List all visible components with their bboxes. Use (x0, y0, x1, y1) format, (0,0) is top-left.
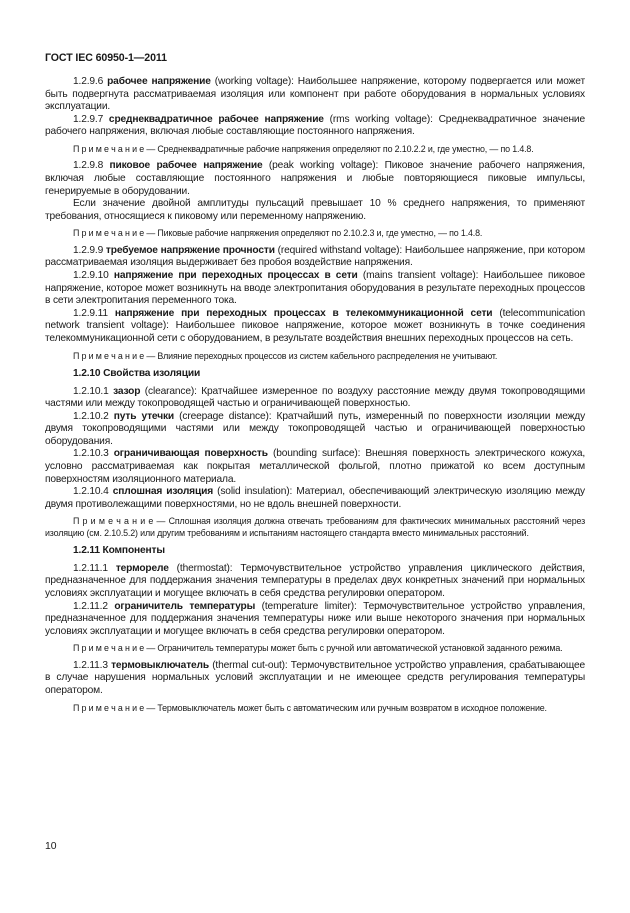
note-1-2-9-7: П р и м е ч а н и е — Среднеквадратичные рабочие напряжения определяют по 2.10.2.2 и, где уместно, — по 1.4.8. (73, 143, 534, 154)
clause-1-2-10-3: 1.2.10.3 ограничивающая поверхность (bounding surface): Внешняя поверхность электрического кожуха, условно рассматриваемая как покрытая металлической фольгой, плотно прижатой ко всем доступным поверхностям изоляционного материала. (45, 448, 586, 485)
note-1-2-10-4: П р и м е ч а н и е — Сплошная изоляция должна отвечать требованиям для фактических минимальных расстояний через изоляцию (см. 2.10.5.2) или другим требованиям и испытаниям настоящего стандарта вместо минимальных расстояний. (45, 516, 585, 538)
clause-1-2-9-8: 1.2.9.8 пиковое рабочее напряжение (peak working voltage): Пиковое значение рабочего напряжения, включая любые составляющие постоянного напряжения и любые повторяющиеся пиковые импульсы, генерируемые в оборудовании. (45, 160, 585, 197)
page-number: 10 (45, 841, 57, 852)
section-heading-1-2-10: 1.2.10 Свойства изоляции (73, 367, 201, 379)
note-1-2-9-11: П р и м е ч а н и е — Влияние переходных процессов из систем кабельного распределения не учитывают. (73, 350, 498, 361)
clause-1-2-11-3: 1.2.11.3 термовыключатель (thermal cut-out): Термочувствительное устройство управления, срабатывающее в случае нарушения нормальных условий эксплуатации и не имеющее средств регулирования температуры оператором. (45, 659, 585, 696)
clause-1-2-11-1: 1.2.11.1 термореле (thermostat): Термочувствительное устройство управления циклического действия, предназначенное для поддержания значения температуры в пределах двух конкретных значений при нормальных условиях эксплуатации и могущее включать в себя средства регулировки оператором. (45, 562, 585, 600)
note-1-2-11-2: П р и м е ч а н и е — Ограничитель температуры может быть с ручной или автоматической установкой заданного режима. (73, 643, 563, 654)
note-label: П р и м е ч а н и е (73, 702, 145, 713)
clause-1-2-10-4: 1.2.10.4 сплошная изоляция (solid insulation): Материал, обеспечивающий электрическую изоляцию между двумя противолежащими поверхностями, но не вдоль внешней поверхности. (45, 486, 586, 510)
clause-1-2-10-1: 1.2.10.1 зазор (clearance): Кратчайшее измеренное по воздуху расстояние между двумя токопроводящими частями или между токопроводящей частью и ограничивающей поверхностью. (45, 385, 585, 410)
clause-1-2-9-8-continuation: Если значение двойной амплитуды пульсаций превышает 10 % среднего напряжения, то применяют требования, относящиеся к пиковому или переменному напряжению. (45, 198, 585, 222)
clause-1-2-9-10: 1.2.9.10 напряжение при переходных процессах в сети (mains transient voltage): Наибольшее пиковое напряжение, которое может возникнуть на вводе электропитания оборудования в результате переходных процессов в сети электропитания переменного тока. (45, 269, 585, 307)
clause-1-2-11-2: 1.2.11.2 ограничитель температуры (temperature limiter): Термочувствительное устройство управления, предназначенное для поддержания значения температуры ниже или выше некоторого значения при нормальных условиях эксплуатации и могущее включать в себя средства регулировки оператором. (45, 600, 586, 637)
clause-1-2-9-7: 1.2.9.7 среднеквадратичное рабочее напряжение (rms working voltage): Среднеквадратичное значение рабочего напряжения, включая любые составляющие постоянного напряжения. (45, 113, 585, 138)
note-label: П р и м е ч а н и е (73, 228, 145, 239)
note-1-2-9-8: П р и м е ч а н и е — Пиковые рабочие напряжения определяют по 2.10.2.3 и, где уместно, — по 1.4.8. (73, 228, 483, 239)
section-heading-1-2-11: 1.2.11 Компоненты (73, 545, 165, 557)
clause-1-2-9-9: 1.2.9.9 требуемое напряжение прочности (required withstand voltage): Наибольшее напряжение, при котором рассматриваемая изоляция выдерживает без пробоя воздействие напряжения. (45, 244, 585, 269)
clause-1-2-9-11: 1.2.9.11 напряжение при переходных процессах в телекоммуникационной сети (telecommunication network transient voltage): Наибольшее пиковое напряжение, которое может возникнуть в точке соединения телекоммуникационной сети с оборудованием, в результате воздействия внешних переходных процессов на сеть. (45, 307, 585, 344)
standard-header: ГОСТ IEC 60950-1—2011 (45, 52, 167, 64)
note-label: П р и м е ч а н и е (73, 143, 145, 154)
note-1-2-11-3: П р и м е ч а н и е — Термовыключатель может быть с автоматическим или ручным возвратом в исходное положение. (73, 702, 547, 713)
clause-1-2-9-6: 1.2.9.6 рабочее напряжение (working voltage): Наибольшее напряжение, которому подвергается или может быть подвергнута рассматриваемая изоляция или компонент при работе оборудования в нормальных условиях эксплуатации. (45, 76, 585, 113)
note-label: П р и м е ч а н и е (73, 350, 145, 361)
clause-1-2-10-2: 1.2.10.2 путь утечки (creepage distance): Кратчайший путь, измеренный по поверхности изоляции между двумя токопроводящими частями или между токопроводящей частью и ограничивающей поверхностью оборудования. (45, 410, 586, 447)
document-body (45, 76, 585, 714)
note-label: П р и м е ч а н и е (73, 643, 145, 654)
note-label: П р и м е ч а н и е (73, 516, 154, 527)
